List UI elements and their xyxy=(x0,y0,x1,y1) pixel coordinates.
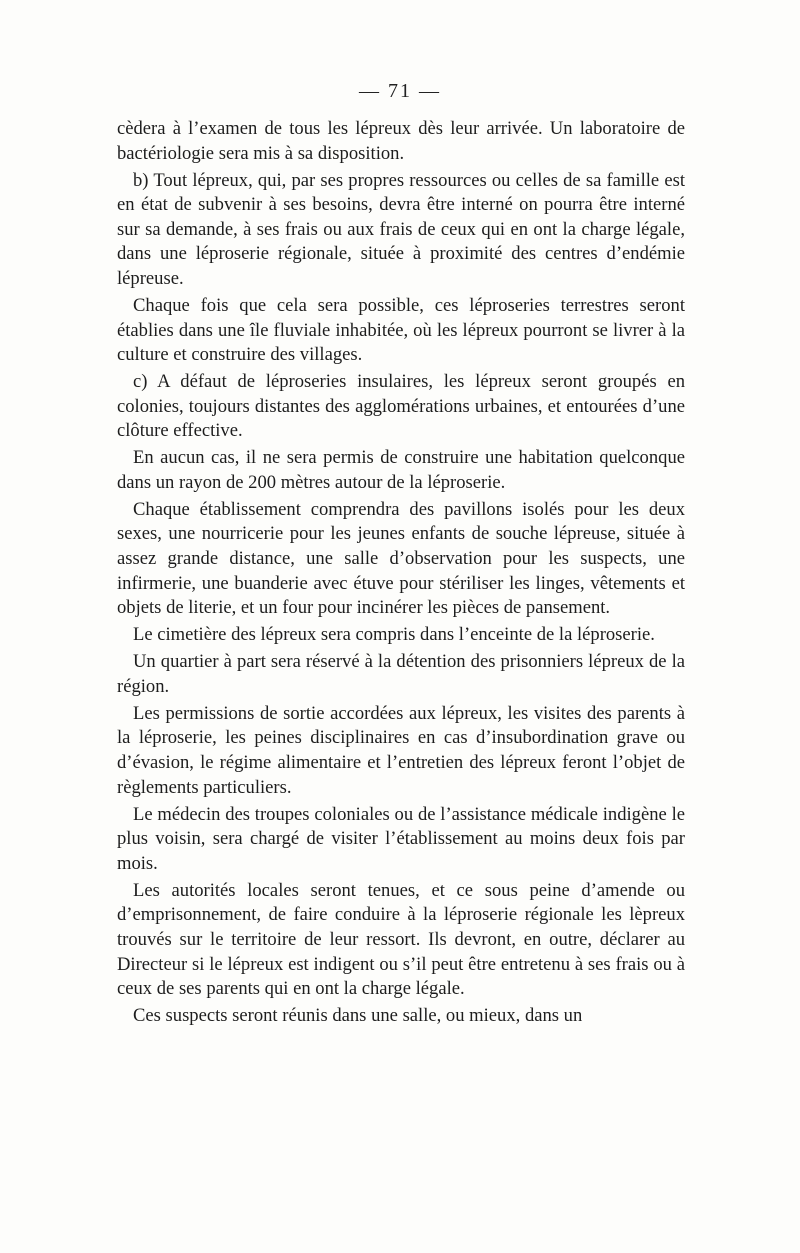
paragraph-prisoners-quarter: Un quartier à part sera réservé à la détention des prisonniers lépreux de la région. xyxy=(117,651,685,697)
paragraph-physician-visits: Le médecin des troupes coloniales ou de l’assistance médicale indigène le plus voisin, sera chargé de visiter l’établissement au moins deux fois par mois. xyxy=(117,803,685,874)
paragraph-suspects: Ces suspects seront réunis dans une salle, ou mieux, dans un xyxy=(133,1005,583,1027)
paragraph-b-internment: b) Tout lépreux, qui, par ses propres ressources ou celles de sa famille est en état de subvenir à ses besoins, devra être interné on pourra être interné sur sa demande, à ses frais ou aux frais de ceux qui en ont la charge légale, dans une léproserie régionale, située à proximité des centres d’endémie lépreuse. xyxy=(117,169,685,289)
paragraph-cemetery: Le cimetière des lépreux sera compris dans l’enceinte de la léproserie. xyxy=(133,624,655,646)
paragraph-island-leprosaria: Chaque fois que cela sera possible, ces léproseries terrestres seront établies dans une île fluviale inhabitée, où les lépreux pourront se livrer à la culture et construire des villages. xyxy=(117,294,685,366)
page-number: — 71 — xyxy=(359,80,441,102)
paragraph-local-authorities: Les autorités locales seront tenues, et ce sous peine d’amende ou d’emprisonnement, de faire conduire à la léproserie régionale les lèpreux trouvés sur le territoire de leur ressort. Ils devront, en outre, déclarer au Directeur si le lépreux est indigent ou s’il peut être entretenu à ses frais ou à ceux de ses parents qui en ont la charge légale. xyxy=(117,879,685,1000)
paragraph-establishment-facilities: Chaque établissement comprendra des pavillons isolés pour les deux sexes, une nourricerie pour les jeunes enfants de souche lépreuse, située à assez grande distance, une salle d’observation pour les suspects, une infirmerie, une buanderie avec étuve pour stériliser les linges, vêtements et objets de literie, et un four pour incinérer les pièces de pansement. xyxy=(117,498,685,619)
paragraph-permissions-rules: Les permissions de sortie accordées aux lépreux, les visites des parents à la léproserie, les peines disciplinaires en cas d’insubordination grave ou d’évasion, le régime alimentaire et l’entretien des lépreux feront l’objet de règlements particuliers. xyxy=(117,702,685,798)
paragraph-no-dwelling-radius: En aucun cas, il ne sera permis de construire une habitation quelconque dans un rayon de 200 mètres autour de la léproserie. xyxy=(117,447,685,493)
page-body xyxy=(117,117,685,1031)
paragraph-c-colonies: c) A défaut de léproseries insulaires, les lépreux seront groupés en colonies, toujours distantes des agglomérations urbaines, et entourées d’une clôture effective. xyxy=(117,371,685,442)
paragraph-continued: cèdera à l’examen de tous les lépreux dès leur arrivée. Un laboratoire de bactériologie sera mis à sa disposition. xyxy=(117,118,685,164)
